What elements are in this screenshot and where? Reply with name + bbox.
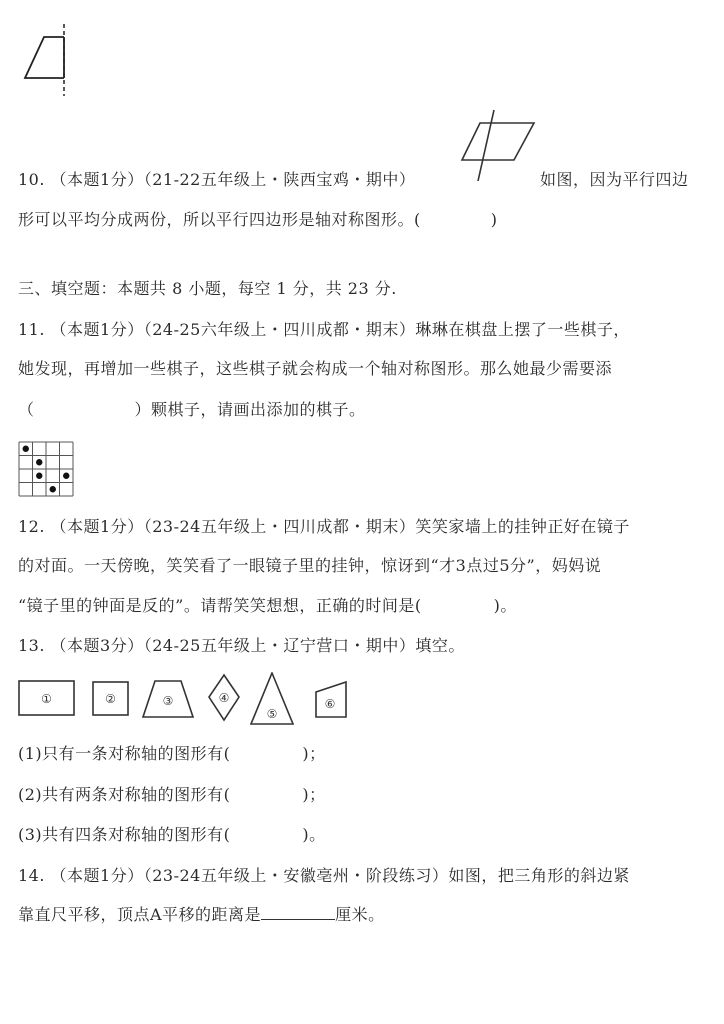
q11-line1: 11. （本题1分）（24-25六年级上・四川成都・期末）琳琳在棋盘上摆了一些棋子， <box>18 320 630 339</box>
svg-text:③: ③ <box>162 694 174 708</box>
trapezoid-half-figure <box>20 22 70 98</box>
svg-text:④: ④ <box>218 691 230 705</box>
q11-line2: 她发现，再增加一些棋子，这些棋子就会构成一个轴对称图形。那么她最少需要添 <box>18 359 613 378</box>
svg-text:②: ② <box>105 692 116 706</box>
shape-6-right-trapezoid <box>316 682 346 717</box>
svg-text:⑤: ⑤ <box>266 707 278 721</box>
q14-answer-blank[interactable] <box>261 905 335 920</box>
q13-line1: 13. （本题3分）（24-25五年级上・辽宁营口・期中）填空。 <box>18 636 465 655</box>
shape-5-triangle <box>251 673 293 724</box>
svg-text:⑥: ⑥ <box>324 697 336 711</box>
q10-line2: 形可以平均分成两份，所以平行四边形是轴对称图形。( ) <box>18 210 498 229</box>
chess-piece <box>36 473 42 479</box>
shape-1-rectangle <box>19 681 74 715</box>
q12-line3: “镜子里的钟面是反的”。请帮笑笑想想，正确的时间是( )。 <box>18 596 517 615</box>
chess-piece <box>50 486 56 492</box>
q14-line1: 14. （本题1分）（23-24五年级上・安徽亳州・阶段练习）如图，把三角形的斜边紧 <box>18 866 630 885</box>
q14-line2: 靠直尺平移，顶点A平移的距离是 厘米。 <box>18 905 385 924</box>
q12-line1: 12. （本题1分）（23-24五年级上・四川成都・期末）笑笑家墙上的挂钟正好在镜子 <box>18 517 630 536</box>
chess-piece <box>36 459 42 465</box>
q10-suffix: 如图，因为平行四边 <box>540 170 689 189</box>
chess-piece <box>63 473 69 479</box>
svg-text:①: ① <box>41 692 52 706</box>
section3-heading: 三、填空题：本题共 8 小题，每空 1 分，共 23 分. <box>18 279 397 298</box>
q13-sub1: (1)只有一条对称轴的图形有( )； <box>18 744 326 763</box>
q11-line3: （ ）颗棋子，请画出添加的棋子。 <box>18 400 366 419</box>
shape-2-square <box>93 682 128 715</box>
shape-4-rhombus <box>209 675 239 720</box>
q12-line2: 的对面。一天傍晚，笑笑看了一眼镜子里的挂钟，惊讶到“才3点过5分”，妈妈说 <box>18 556 602 575</box>
q13-shapes <box>14 672 354 734</box>
q10-prefix: 10. （本题1分）（21-22五年级上・陕西宝鸡・期中） <box>18 170 416 189</box>
chess-piece <box>23 446 29 452</box>
q13-sub3: (3)共有四条对称轴的图形有( )。 <box>18 825 326 844</box>
q13-sub2: (2)共有两条对称轴的图形有( )； <box>18 785 326 804</box>
q10-line1 <box>18 170 415 190</box>
shape-3-trapezoid <box>143 681 193 717</box>
parallelogram-figure <box>458 108 540 184</box>
chessboard <box>18 441 74 497</box>
